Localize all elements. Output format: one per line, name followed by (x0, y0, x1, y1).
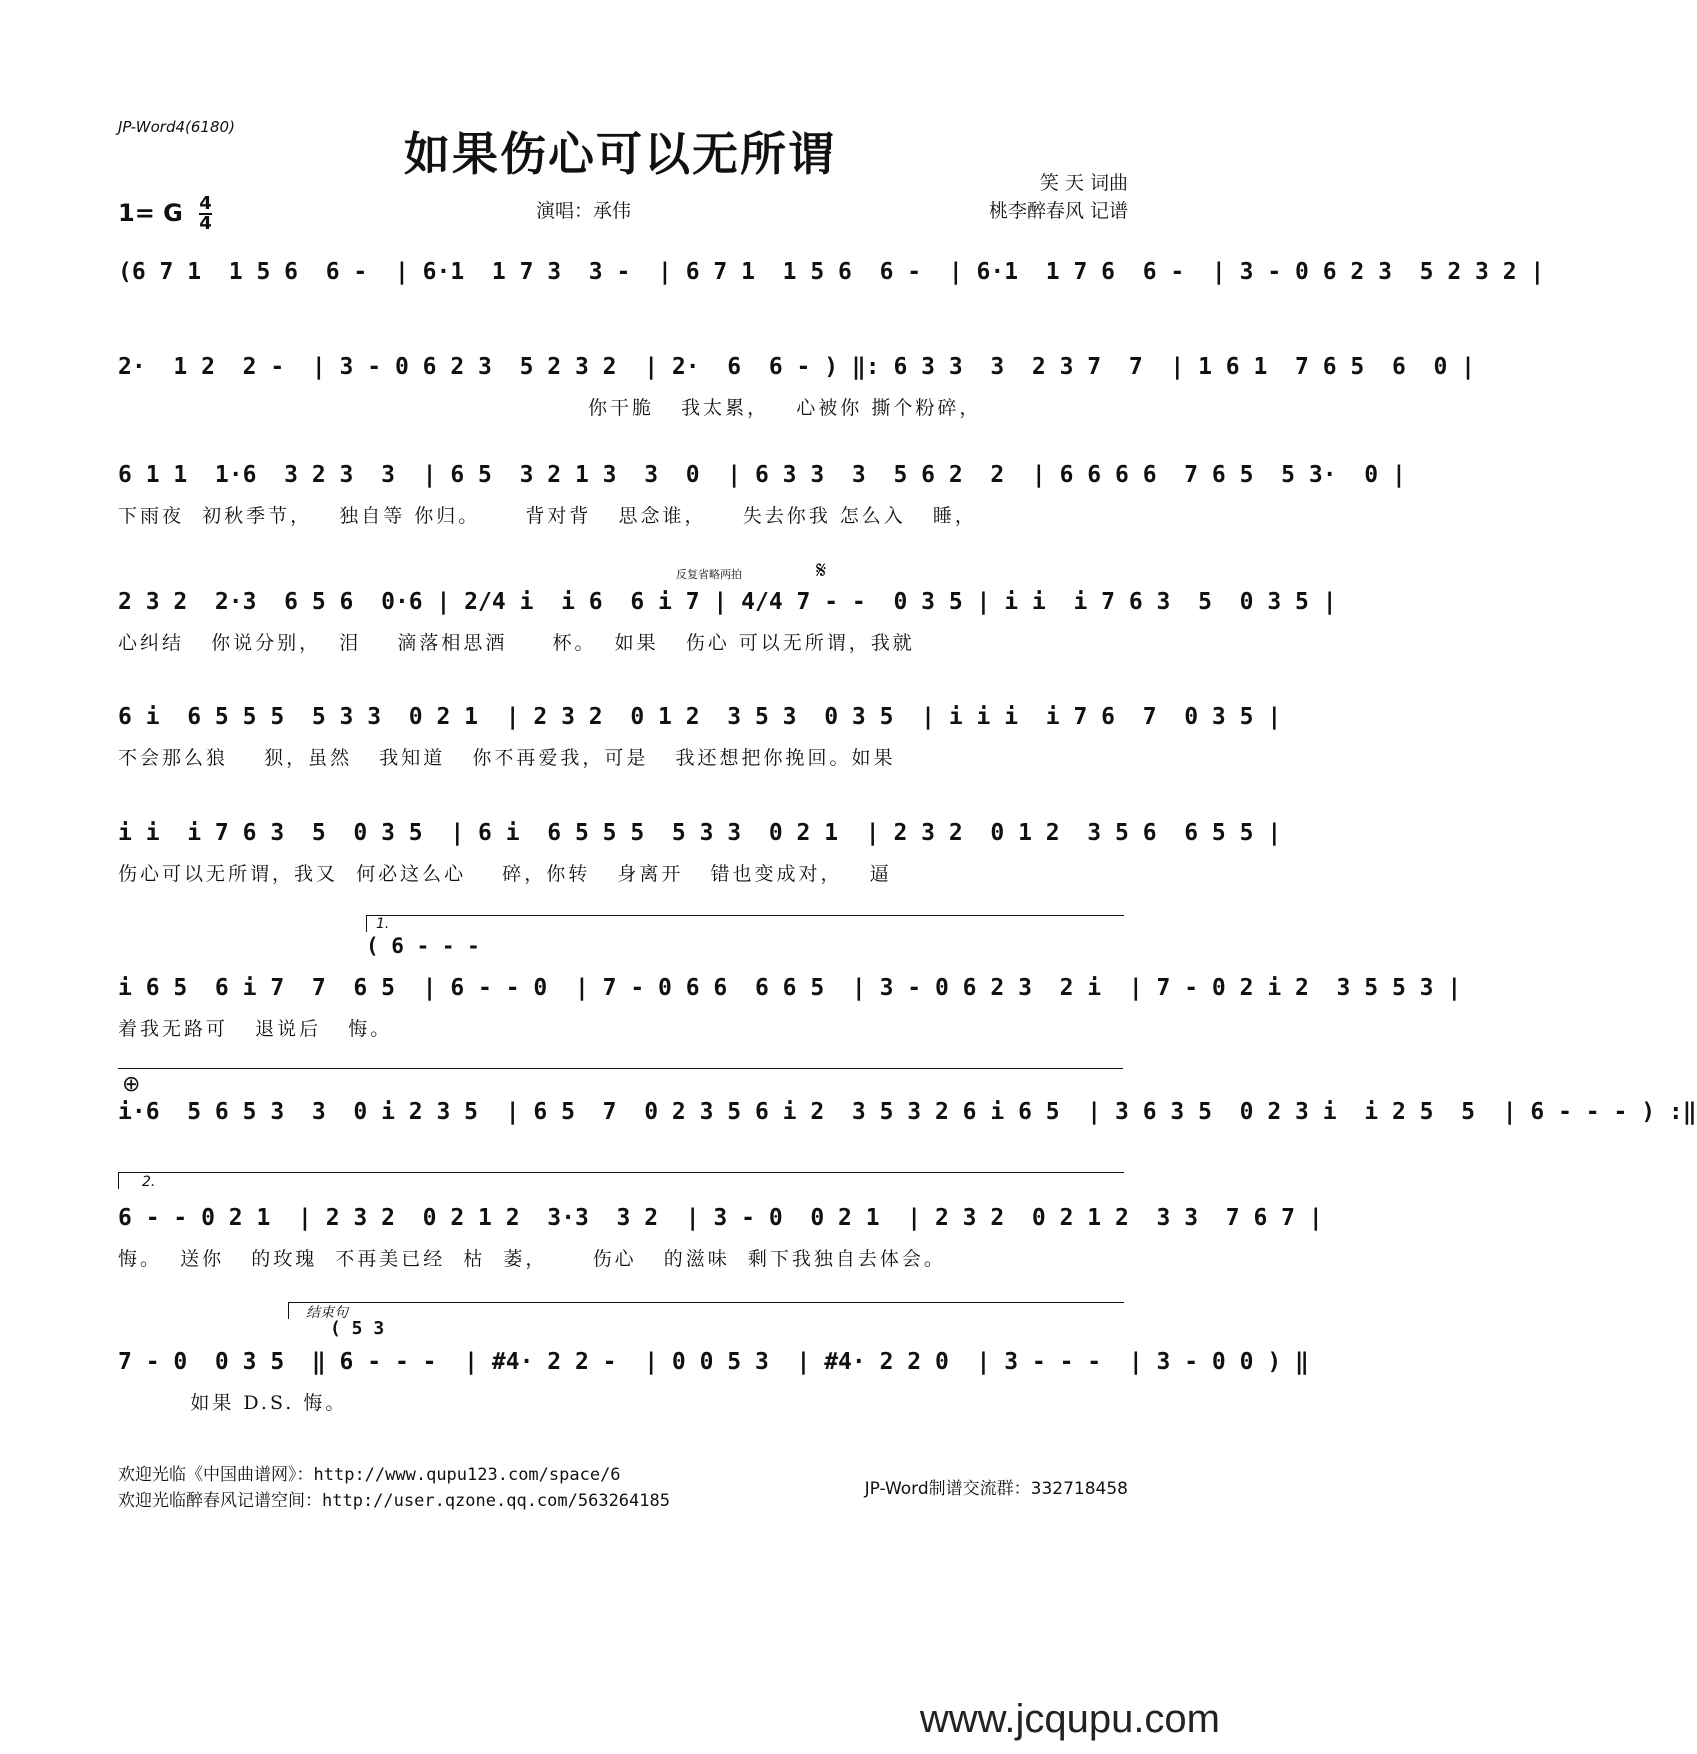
notation-row: 2 3 2 2·3 6 5 6 0·6 | 2/4 i i 6 6 i 7 | 4/4 7 - - 0 3 5 | i i i 7 6 3 5 0 3 5 | (118, 589, 1337, 615)
time-signature-bottom: 4 (199, 213, 212, 234)
lyrics-row: 如果 D.S. 悔。 (118, 1392, 348, 1414)
notation-row: 6 i 6 5 5 5 5 3 3 0 2 1 | 2 3 2 0 1 2 3 5 3 0 3 5 | i i i i 7 6 7 0 3 5 | (118, 704, 1282, 730)
site-watermark: www.jcqupu.com (919, 1697, 1220, 1741)
time-signature-top: 4 (199, 193, 212, 214)
notation-row: i 6 5 6 i 7 7 6 5 | 6 - - 0 | 7 - 0 6 6 6 6 5 | 3 - 0 6 2 3 2 i | 7 - 0 2 i 2 3 5 5 3 | (118, 975, 1462, 1001)
notation-row: 6 1 1 1·6 3 2 3 3 | 6 5 3 2 1 3 3 0 | 6 3 3 3 5 6 2 2 | 6 6 6 6 7 6 5 5 3· 0 | (118, 462, 1406, 488)
coda-icon: ⊕ (122, 1072, 141, 1097)
score-line-2 (118, 345, 1476, 455)
lyrics-row: 你干脆 我太累， 心被你 撕个粉碎， (118, 397, 982, 419)
notation-row: 7 - 0 0 3 5 ‖ 6 - - - | #4· 2 2 - | 0 0 5 3 | #4· 2 2 0 | 3 - - - | 3 - 0 0 ) ‖ (118, 1349, 1309, 1375)
song-title: 如果伤心可以无所谓 (404, 127, 836, 181)
score-line-7 (118, 966, 1462, 1076)
second-ending-bracket (118, 1172, 1124, 1189)
score-line-4 (118, 580, 1337, 690)
footer-website-link: 欢迎光临《中国曲谱网》：http://www.qupu123.com/space/6 (118, 1465, 621, 1485)
software-tag: JP-Word4(6180) (118, 118, 235, 136)
coda-notes: ( 5 3 (330, 1318, 385, 1339)
lyrics-row: 伤心可以无所谓，我又 何必这么心 碎，你转 身离开 错也变成对， 逼 (118, 863, 892, 885)
lyrics-row: 下雨夜 初秋季节， 独自等 你归。 背对背 思念谁， 失去你我 怎么入 睡， (118, 505, 977, 527)
notation-row: (6 7 1 1 5 6 6 - | 6·1 1 7 3 3 - | 6 7 1 1 5 6 6 - | 6·1 1 7 6 6 - | 3 - 0 6 2 3 5 2 3 2 | (118, 259, 1545, 285)
score-line-5 (118, 695, 1282, 805)
repeat-note: 反复省略两拍 (676, 568, 742, 581)
first-ending-bracket (366, 915, 1124, 932)
second-ending-label: 2. (142, 1174, 156, 1190)
time-signature (199, 195, 212, 233)
notation-row: i i i 7 6 3 5 0 3 5 | 6 i 6 5 5 5 5 3 3 0 2 1 | 2 3 2 0 1 2 3 5 6 6 5 5 | (118, 820, 1282, 846)
notation-row: 6 - - 0 2 1 | 2 3 2 0 2 1 2 3·3 3 2 | 3 - 0 0 2 1 | 2 3 2 0 2 1 2 3 3 7 6 7 | (118, 1205, 1323, 1231)
key-signature (118, 195, 212, 233)
first-ending-label: 1. (376, 916, 390, 932)
coda-bracket (288, 1302, 1124, 1319)
notation-row: 2· 1 2 2 - | 3 - 0 6 2 3 5 2 3 2 | 2· 6 6 - ) ‖: 6 3 3 3 2 3 7 7 | 1 6 1 7 6 5 6 0 | (118, 354, 1476, 380)
score-line-10 (118, 1340, 1309, 1450)
score-line-1 (118, 250, 1545, 360)
lyrics-row: 心纠结 你说分别， 泪 滴落相思酒 杯。 如果 伤心 可以无所谓，我就 (118, 632, 915, 654)
transcriber-credit: 桃李醉春风 记谱 (988, 200, 1128, 222)
ending-bracket-line (118, 1068, 1123, 1085)
lyrics-row: 不会那么狼 狈，虽然 我知道 你不再爱我，可是 我还想把你挽回。如果 (118, 747, 896, 769)
key-label: 1= G (118, 199, 183, 227)
score-line-3 (118, 453, 1406, 563)
lyrics-row: 悔。 送你 的玫瑰 不再美已经 枯 萎， 伤心 的滋味 剩下我独自去体会。 (118, 1248, 946, 1270)
footer-space-link: 欢迎光临醉春风记谱空间：http://user.qzone.qq.com/563264185 (118, 1491, 670, 1511)
score-line-9 (118, 1196, 1323, 1306)
notation-row: i·6 5 6 5 3 3 0 i 2 3 5 | 6 5 7 0 2 3 5 6 i 2 3 5 3 2 6 i 6 5 | 3 6 3 5 0 2 3 i i 2 5 5 | 6 - - - ) :‖ (118, 1099, 1697, 1125)
segno-icon: 𝄋 (816, 556, 827, 584)
footer-group-info: JP-Word制谱交流群：332718458 (864, 1479, 1128, 1499)
lyrics-row: 着我无路可 退说后 悔。 (118, 1018, 393, 1040)
score-line-6 (118, 811, 1282, 921)
singer-credit: 演唱：承伟 (536, 200, 632, 222)
coda-label: 结束句 (306, 1305, 348, 1321)
first-ending-notes: ( 6 - - - (366, 934, 480, 958)
lyricist-composer-credit: 笑 天 词曲 (1039, 172, 1128, 194)
